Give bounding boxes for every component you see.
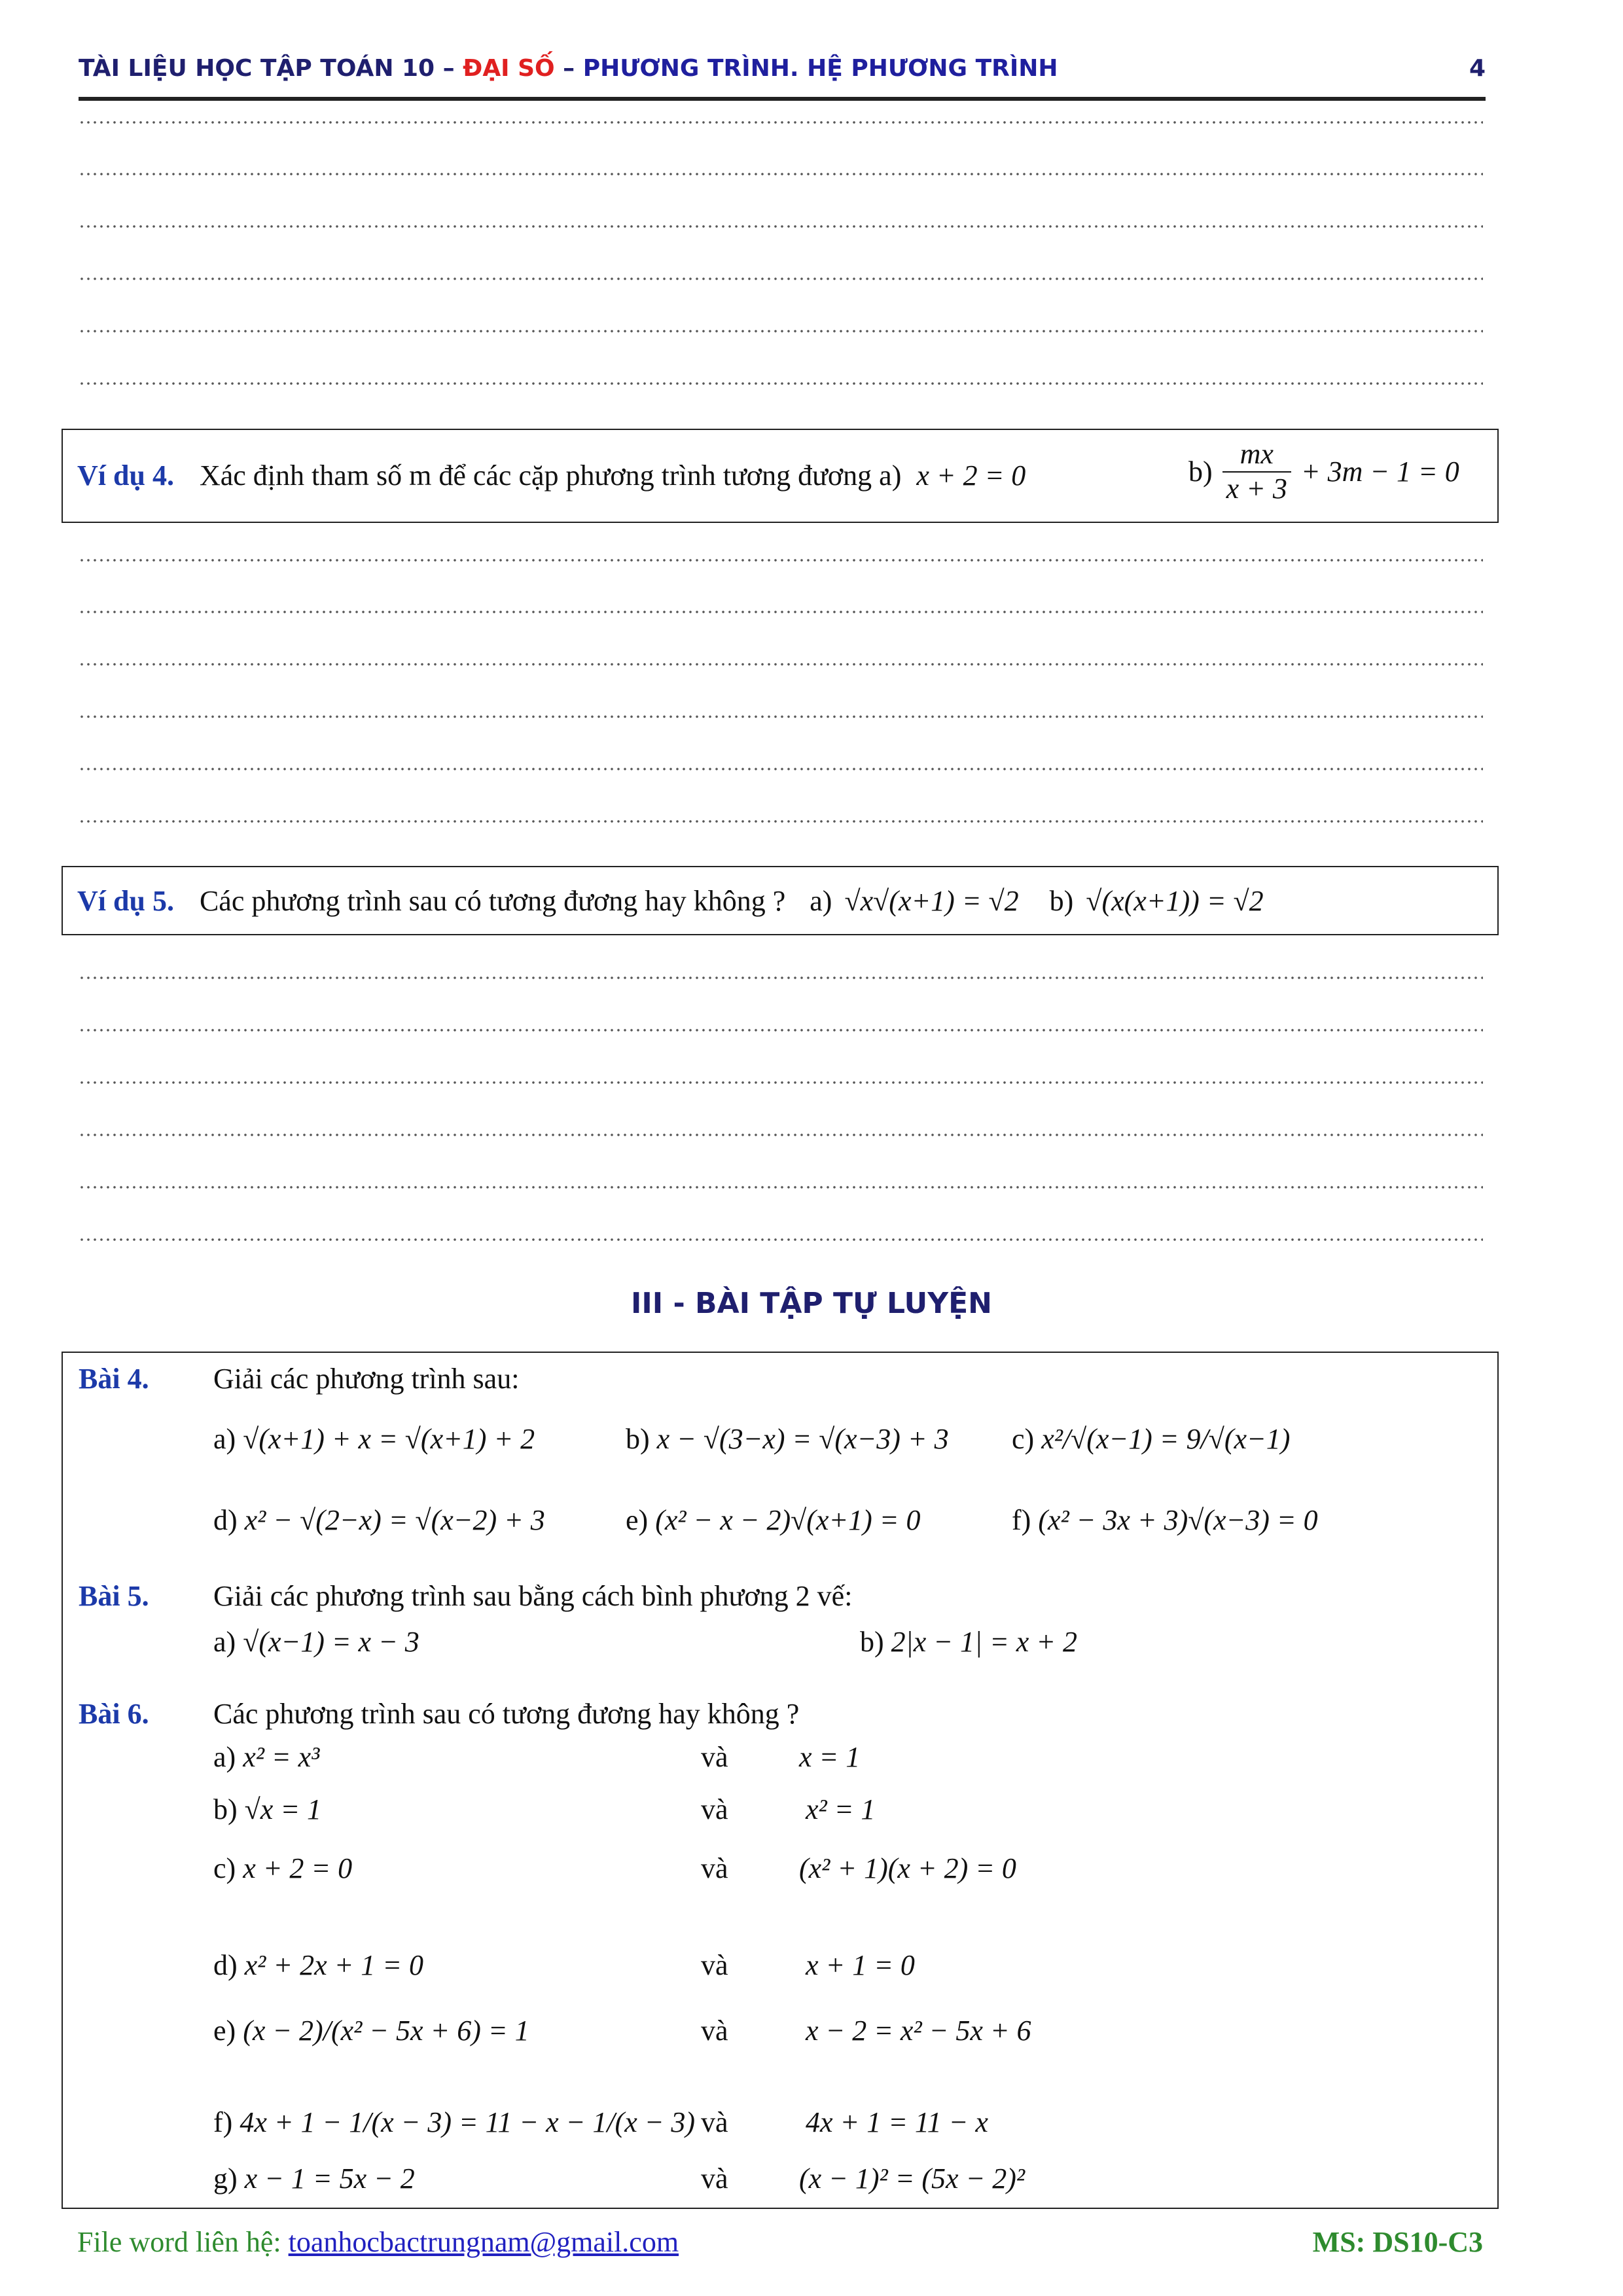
- answer-line: [79, 1185, 1483, 1190]
- example-4-box: [62, 429, 1499, 523]
- bai-4-item-c: c) x²/√(x−1) = 9/√(x−1): [1012, 1423, 1291, 1455]
- bai-4-heading: Bài 4. Giải các phương trình sau:: [79, 1363, 520, 1395]
- header-topic: PHƯƠNG TRÌNH. HỆ PHƯƠNG TRÌNH: [582, 55, 1058, 82]
- conj-label: và: [701, 2106, 728, 2138]
- bai-4-item-e: e) (x² − x − 2)√(x+1) = 0: [626, 1504, 921, 1536]
- bai-6-item-b-right: x² = 1: [806, 1793, 876, 1825]
- example-5-eq-b: √(x(x+1)) = √2: [1086, 885, 1264, 917]
- bai-6-label: Bài 6.: [79, 1698, 149, 1730]
- answer-line: [79, 1028, 1483, 1033]
- answer-line: [79, 120, 1483, 125]
- bai-4-label: Bài 4.: [79, 1363, 149, 1395]
- conj-label: và: [701, 2015, 728, 2047]
- page-number: 4: [1469, 55, 1486, 82]
- conj-label: và: [701, 1793, 728, 1825]
- bai-4-item-d: d) x² − √(2−x) = √(x−2) + 3: [213, 1504, 545, 1536]
- bai-6-item-d-right: x + 1 = 0: [806, 1949, 915, 1981]
- bai-5-item-a: a) √(x−1) = x − 3: [213, 1626, 419, 1658]
- bai-4-item-f: f) (x² − 3x + 3)√(x−3) = 0: [1012, 1504, 1318, 1536]
- answer-line: [79, 1237, 1483, 1242]
- example-4-eq-b: b) $\frac{mx}{x + 3}$ + 3m − 1 = 0: [1188, 438, 1459, 505]
- exercises-box: [62, 1352, 1499, 2209]
- bai-6-item-b: b) √x = 1: [213, 1793, 322, 1825]
- answer-line: [79, 609, 1483, 615]
- contact-email-link[interactable]: toanhocbactrungnam@gmail.com: [288, 2226, 679, 2258]
- answer-line: [79, 558, 1483, 563]
- example-5-statement: Ví dụ 5. Các phương trình sau có tương đương hay không ? a) √x√(x+1) = √2 b) √(x(x+1)) = √2: [77, 885, 1264, 917]
- fraction: $\frac{mx}{x + 3}$: [1222, 438, 1291, 505]
- answer-line: [79, 276, 1483, 281]
- answer-line: [79, 662, 1483, 667]
- answer-line: [79, 1132, 1483, 1138]
- bai-6-item-f-right: 4x + 1 = 11 − x: [806, 2106, 988, 2138]
- bai-4-item-b: b) x − √(3−x) = √(x−3) + 3: [626, 1423, 949, 1455]
- answer-line: [79, 224, 1483, 229]
- answer-line: [79, 329, 1483, 334]
- bai-5-label: Bài 5.: [79, 1580, 149, 1612]
- section-title: III - BÀI TẬP TỰ LUYỆN: [631, 1287, 992, 1320]
- answer-line: [79, 381, 1483, 386]
- answer-line: [79, 975, 1483, 980]
- conj-label: và: [701, 1741, 728, 1773]
- conj-label: và: [701, 1949, 728, 1981]
- bai-6-item-a: a) x² = x³: [213, 1741, 320, 1773]
- bai-6-item-e-right: x − 2 = x² − 5x + 6: [806, 2015, 1031, 2047]
- answer-line: [79, 1080, 1483, 1085]
- bai-6-item-c: c) x + 2 = 0: [213, 1852, 353, 1884]
- footer-contact: File word liên hệ: toanhocbactrungnam@gmail.com: [77, 2226, 679, 2258]
- conj-label: và: [701, 2162, 728, 2195]
- example-5-eq-a: √x√(x+1) = √2: [844, 885, 1019, 917]
- bai-5-item-b: b) 2|x − 1| = x + 2: [860, 1626, 1077, 1658]
- header-title: TÀI LIỆU HỌC TẬP TOÁN 10 – ĐẠI SỐ – PHƯƠNG TRÌNH. HỆ PHƯƠNG TRÌNH: [79, 55, 1058, 82]
- answer-line: [79, 819, 1483, 824]
- example-4-label: Ví dụ 4.: [77, 459, 174, 492]
- conj-label: và: [701, 1852, 728, 1884]
- answer-line: [79, 171, 1483, 177]
- header-subject: ĐẠI SỐ: [463, 55, 555, 82]
- bai-5-heading: Bài 5. Giải các phương trình sau bằng cách bình phương 2 vế:: [79, 1580, 853, 1612]
- bai-6-item-a-right: x = 1: [799, 1741, 861, 1773]
- answer-line: [79, 766, 1483, 772]
- document-code: MS: DS10-C3: [1312, 2226, 1483, 2258]
- bai-6-item-g: g) x − 1 = 5x − 2: [213, 2162, 415, 2195]
- bai-6-item-f: f) 4x + 1 − 1/(x − 3) = 11 − x − 1/(x − 3): [213, 2106, 696, 2138]
- bai-6-heading: Bài 6. Các phương trình sau có tương đương hay không ?: [79, 1698, 800, 1730]
- example-5-box: [62, 866, 1499, 935]
- answer-line: [79, 714, 1483, 719]
- example-4-eq-a: x + 2 = 0: [916, 459, 1026, 492]
- bai-6-item-c-right: (x² + 1)(x + 2) = 0: [799, 1852, 1016, 1884]
- example-4-statement: Ví dụ 4. Xác định tham số m để các cặp phương trình tương đương a) x + 2 = 0: [77, 459, 1026, 492]
- bai-4-item-a: a) √(x+1) + x = √(x+1) + 2: [213, 1423, 535, 1455]
- bai-6-item-g-right: (x − 1)² = (5x − 2)²: [799, 2162, 1026, 2195]
- bai-6-item-d: d) x² + 2x + 1 = 0: [213, 1949, 423, 1981]
- page-header: [79, 51, 1486, 101]
- example-5-label: Ví dụ 5.: [77, 885, 174, 917]
- bai-6-item-e: e) (x − 2)/(x² − 5x + 6) = 1: [213, 2015, 529, 2047]
